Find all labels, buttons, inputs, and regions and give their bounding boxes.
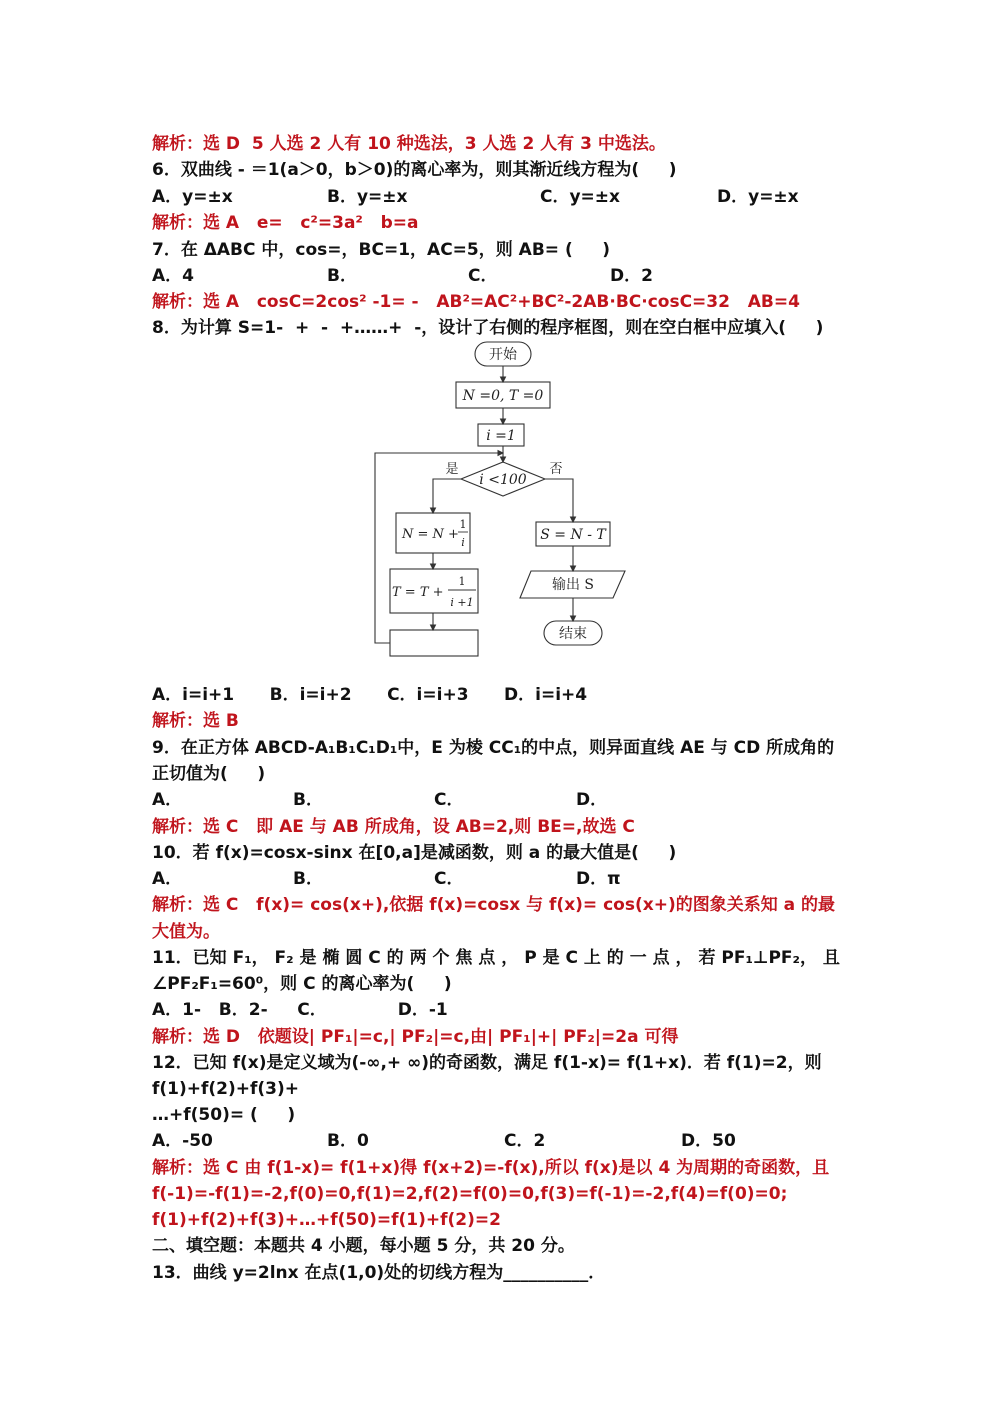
- question-11-cont: ∠PF₂F₁=60⁰，则 C 的离心率为( ): [152, 974, 452, 994]
- option-c: C．: [434, 790, 464, 810]
- question-8: 8．为计算 S=1- + - +……+ -，设计了右侧的程序框图，则在空白框中应填入( ): [152, 318, 824, 338]
- option-d: D．: [576, 790, 608, 810]
- answer-line: 解析：选 C f(x)= cos(x+),依据 f(x)=cosx 与 f(x)= cos(x+)的图象关系知 a 的最: [152, 895, 836, 915]
- option-b: B．0: [327, 1131, 369, 1151]
- t-step-num: 1: [458, 575, 466, 588]
- end-label: 结束: [559, 626, 587, 642]
- condition-label: i <100: [479, 472, 527, 488]
- section-heading: 二、填空题：本题共 4 小题，每小题 5 分，共 20 分。: [152, 1236, 575, 1256]
- no-label: 否: [549, 462, 563, 477]
- s-calc-label: S = N - T: [540, 527, 606, 543]
- answer-line: 解析：选 C 即 AE 与 AB 所成角，设 AB=2,则 BE=,故选 C: [152, 817, 635, 837]
- question-11: 11．已知 F₁， F₂ 是 椭 圆 C 的 两 个 焦 点 ， P 是 C 上 的 一 点 ， 若 PF₁⊥PF₂， 且: [152, 948, 840, 968]
- answer-line: 解析：选 B: [152, 711, 239, 731]
- option-a: A．: [152, 790, 183, 810]
- option-c: C．: [468, 266, 498, 286]
- t-step-label: T = T +: [392, 585, 444, 600]
- option-a: A．y=±x: [152, 187, 233, 207]
- n-step-label: N = N +: [402, 527, 459, 542]
- output-label: 输出 S: [551, 577, 595, 593]
- option-b: B．y=±x: [327, 187, 408, 207]
- question-12: 12．已知 f(x)是定义域为(-∞,+ ∞)的奇函数，满足 f(1-x)= f(1+x)．若 f(1)=2，则: [152, 1053, 822, 1073]
- options-8: A．i=i+1 B．i=i+2 C．i=i+3 D．i=i+4: [152, 685, 588, 705]
- option-b: B．: [327, 266, 357, 286]
- answer-line-cont2: f(1)+f(2)+f(3)+…+f(50)=f(1)+f(2)=2: [152, 1210, 501, 1230]
- option-a: A．-50: [152, 1131, 213, 1151]
- answer-line: 解析：选 D 依题设| PF₁|=c,| PF₂|=c,由| PF₁|+| PF₂|=2a 可得: [152, 1027, 679, 1047]
- option-a: A．4: [152, 266, 194, 286]
- question-7: 7．在 ΔABC 中，cos=，BC=1，AC=5，则 AB= ( ): [152, 240, 611, 260]
- option-c: C．2: [504, 1131, 546, 1151]
- question-12-cont2: …+f(50)= ( ): [152, 1105, 296, 1125]
- option-d: D．y=±x: [717, 187, 799, 207]
- t-step-den: i +1: [450, 596, 474, 609]
- question-6: 6．双曲线 - ＝1(a＞0，b＞0)的离心率为，则其渐近线方程为( ): [152, 160, 677, 180]
- option-c: C．y=±x: [540, 187, 621, 207]
- option-b: B．: [293, 790, 323, 810]
- question-13: 13．曲线 y=2lnx 在点(1,0)处的切线方程为__________．: [152, 1263, 606, 1283]
- option-a: A．: [152, 869, 183, 889]
- blank-box: [390, 630, 478, 656]
- question-10: 10．若 f(x)=cosx-sinx 在[0,a]是减函数，则 a 的最大值是( ): [152, 843, 677, 863]
- start-label: 开始: [489, 347, 517, 363]
- option-b: B．: [293, 869, 323, 889]
- answer-line: 解析：选 C 由 f(1-x)= f(1+x)得 f(x+2)=-f(x),所以 f(x)是以 4 为周期的奇函数，且: [152, 1158, 830, 1178]
- question-9: 9．在正方体 ABCD-A₁B₁C₁D₁中，E 为棱 CC₁的中点，则异面直线 AE 与 CD 所成角的: [152, 738, 835, 758]
- flowchart: [370, 340, 650, 670]
- answer-line: 解析：选 A cosC=2cos² -1= - AB²=AC²+BC²-2AB·BC·cosC=32 AB=4: [152, 292, 800, 312]
- n-step-den: i: [461, 536, 465, 549]
- option-d: D．π: [576, 869, 621, 889]
- option-d: D．50: [681, 1131, 736, 1151]
- answer-line: 解析：选 D 5 人选 2 人有 10 种选法，3 人选 2 人有 3 中选法。: [152, 134, 666, 154]
- question-9-cont: 正切值为( ): [152, 764, 266, 784]
- i-init-label: i =1: [486, 428, 516, 444]
- options-11: A．1- B．2- C． D．-1: [152, 1000, 448, 1020]
- n-step-num: 1: [459, 518, 467, 531]
- init-label: N =0, T =0: [462, 388, 544, 404]
- question-12-cont: f(1)+f(2)+f(3)+: [152, 1079, 300, 1099]
- option-c: C．: [434, 869, 464, 889]
- answer-line-cont: f(-1)=-f(1)=-2,f(0)=0,f(1)=2,f(2)=f(0)=0,f(3)=f(-1)=-2,f(4)=f(0)=0;: [152, 1184, 788, 1204]
- yes-label: 是: [445, 462, 459, 477]
- option-d: D．2: [610, 266, 653, 286]
- answer-line: 解析：选 A e= c²=3a² b=a: [152, 213, 419, 233]
- answer-line-cont: 大值为。: [152, 922, 220, 942]
